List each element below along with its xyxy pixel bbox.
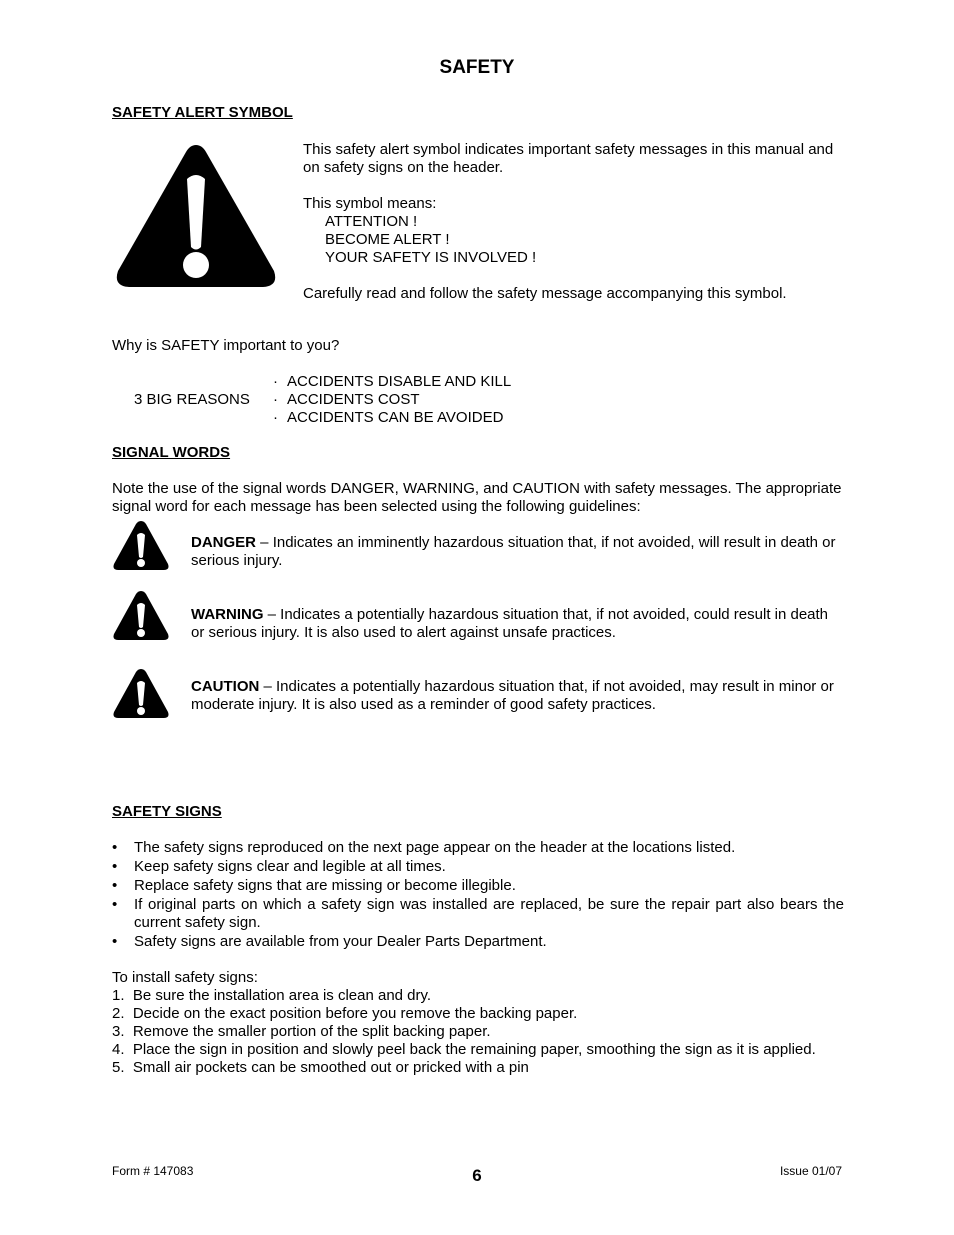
signal-text: – Indicates a potentially hazardous situation that, if not avoided, may result in minor or [259,678,834,695]
signal-warning [191,606,843,642]
install-intro: To install safety signs: [112,969,258,986]
signal-danger [191,534,843,570]
list-item: • Keep safety signs clear and legible at all times. [112,858,446,875]
reason-item: · ACCIDENTS CAN BE AVOIDED [273,409,504,426]
intro-line: Note the use of the signal words DANGER, WARNING, and CAUTION with safety messages. The appropriate [112,480,842,497]
reasons-list [273,373,511,427]
warning-alert-icon [112,590,170,642]
install-steps [112,969,852,1077]
means-item: BECOME ALERT ! [325,231,450,248]
danger-alert-icon [112,520,170,572]
signal-words-intro [112,480,852,516]
list-item: • Safety signs are available from your Dealer Parts Department. [112,933,547,950]
alert-description-line: on safety signs on the header. [303,159,504,176]
reason-item: · ACCIDENTS DISABLE AND KILL [273,373,512,390]
means-intro: This symbol means: [303,195,437,212]
list-item: • If original parts on which a safety sign was installed are replaced, be sure the repair part also bears the current safety sign. [112,896,844,931]
signal-text: – Indicates an imminently hazardous situation that, if not avoided, will result in death or [256,534,836,551]
signal-text: or serious injury. It is also used to alert against unsafe practices. [191,624,616,641]
alert-symbol-description [303,141,843,303]
signal-word-warning: WARNING [191,606,264,623]
page-number: 6 [472,1166,482,1185]
list-item: • Replace safety signs that are missing or become illegible. [112,877,516,894]
install-step: 5. Small air pockets can be smoothed out or pricked with a pin [112,1059,529,1076]
why-safety-question: Why is SAFETY important to you? [112,337,340,354]
alert-closing-text: Carefully read and follow the safety message accompanying this symbol. [303,285,787,302]
signal-words-heading: SIGNAL WORDS [112,444,231,461]
signal-text: serious injury. [191,552,283,569]
means-item: ATTENTION ! [325,213,418,230]
reasons-label: 3 BIG REASONS [134,391,250,408]
intro-line: signal word for each message has been selected using the following guidelines: [112,498,641,515]
install-step: 2. Decide on the exact position before you remove the backing paper. [112,1005,578,1022]
signal-word-caution: CAUTION [191,678,260,695]
alert-description-line: This safety alert symbol indicates important safety messages in this manual and [303,141,834,158]
page-title: SAFETY [439,57,515,78]
form-number: Form # 147083 [112,1164,194,1178]
safety-alert-triangle-icon [113,141,279,289]
caution-alert-icon [112,668,170,720]
signal-text: moderate injury. It is also used as a reminder of good safety practices. [191,696,656,713]
install-step: 3. Remove the smaller portion of the split backing paper. [112,1023,491,1040]
issue-date: Issue 01/07 [779,1164,842,1178]
alert-symbol-heading: SAFETY ALERT SYMBOL [112,104,293,121]
safety-signs-bullets [112,839,844,952]
signal-word-danger: DANGER [191,534,257,551]
signal-caution [191,678,843,714]
signal-text: – Indicates a potentially hazardous situation that, if not avoided, could result in death [263,606,829,623]
reason-item: · ACCIDENTS COST [273,391,420,408]
install-step: 4. Place the sign in position and slowly peel back the remaining paper, smoothing the sign as it is applied. [112,1041,816,1058]
list-item: • The safety signs reproduced on the next page appear on the header at the locations listed. [112,839,736,856]
safety-signs-heading: SAFETY SIGNS [112,803,222,820]
install-step: 1. Be sure the installation area is clean and dry. [112,987,432,1004]
means-item: YOUR SAFETY IS INVOLVED ! [325,249,537,266]
